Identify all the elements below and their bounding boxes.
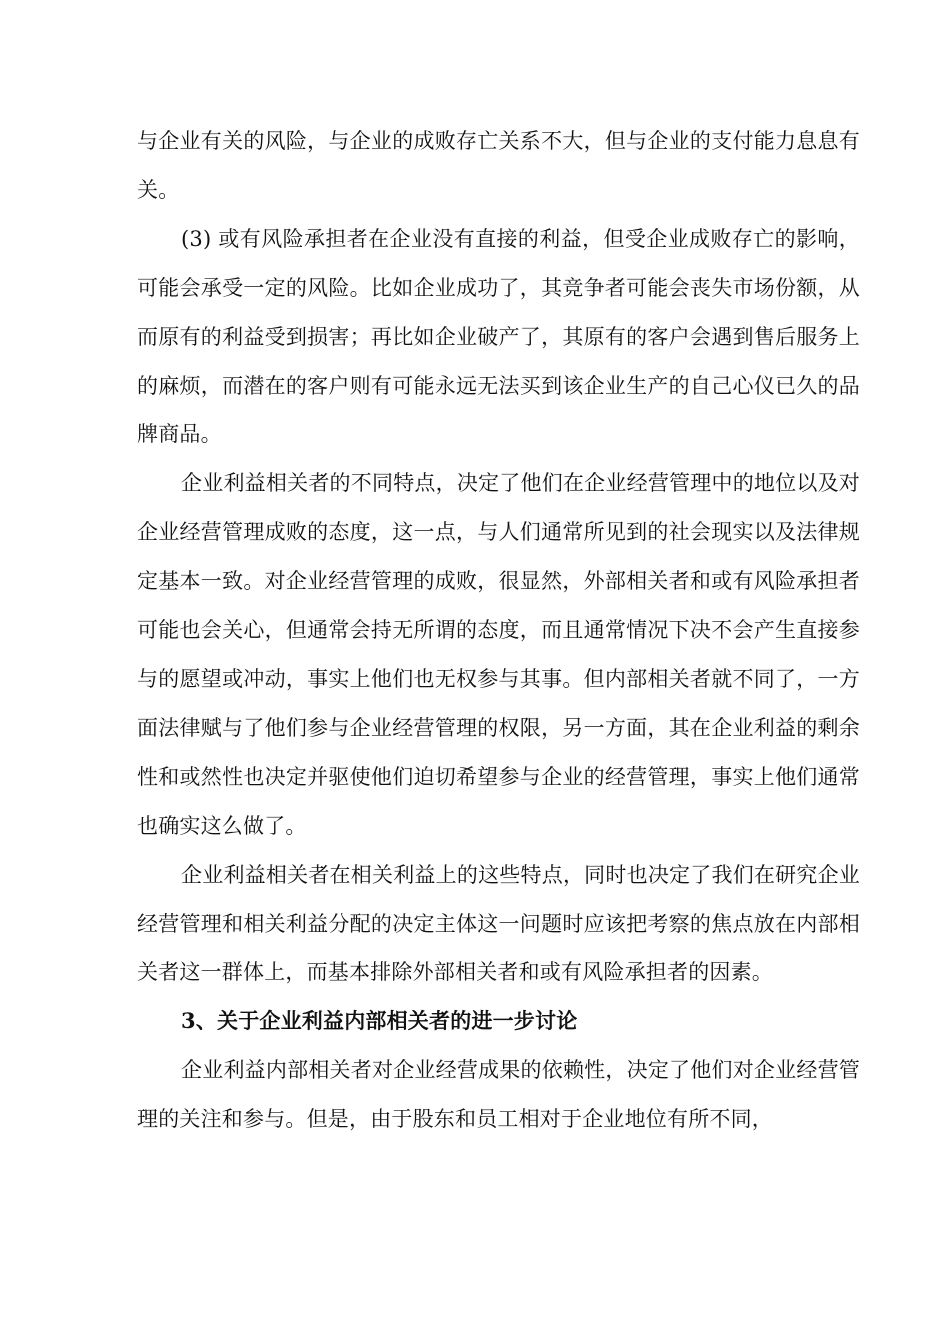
paragraph-contingent-risk-bearers: (3) 或有风险承担者在企业没有直接的利益，但受企业成败存亡的影响，可能会承受一定的风险。比如企业成功了，其竞争者可能会丧失市场份额，从而原有的利益受到损害；再比如企业破产了，其原有的客户会遇到售后服务上的麻烦，而潜在的客户则有可能永远无法买到该企业生产的自己心仪已久的品牌商品。: [137, 226, 860, 447]
section-heading: 3、关于企业利益内部相关者的进一步讨论: [181, 1008, 578, 1034]
paragraph-stakeholder-characteristics: 企业利益相关者的不同特点，决定了他们在企业经营管理中的地位以及对企业经营管理成败的态度，这一点，与人们通常所见到的社会现实以及法律规定基本一致。对企业经营管理的成败，很显然，外部相关者和或有风险承担者可能也会关心，但通常会持无所谓的态度，而且通常情况下决不会产生直接参与的愿望或冲动，事实上他们也无权参与其事。但内部相关者就不同了，一方面法律赋与了他们参与企业经营管理的权限，另一方面，其在企业利益的剩余性和或然性也决定并驱使他们迫切希望参与企业的经营管理，事实上他们通常也确实这么做了。: [137, 471, 860, 838]
paragraph-internal-stakeholders: 企业利益内部相关者对企业经营成果的依赖性，决定了他们对企业经营管理的关注和参与。但是，由于股东和员工相对于企业地位有所不同，: [137, 1058, 860, 1132]
paragraph-research-focus: 企业利益相关者在相关利益上的这些特点，同时也决定了我们在研究企业经营管理和相关利益分配的决定主体这一问题时应该把考察的焦点放在内部相关者这一群体上，而基本排除外部相关者和或有风险承担者的因素。: [137, 862, 860, 985]
paragraph-continuation: 与企业有关的风险，与企业的成败存亡关系不大，但与企业的支付能力息息有关。: [137, 129, 860, 202]
document-body: [137, 117, 860, 1144]
